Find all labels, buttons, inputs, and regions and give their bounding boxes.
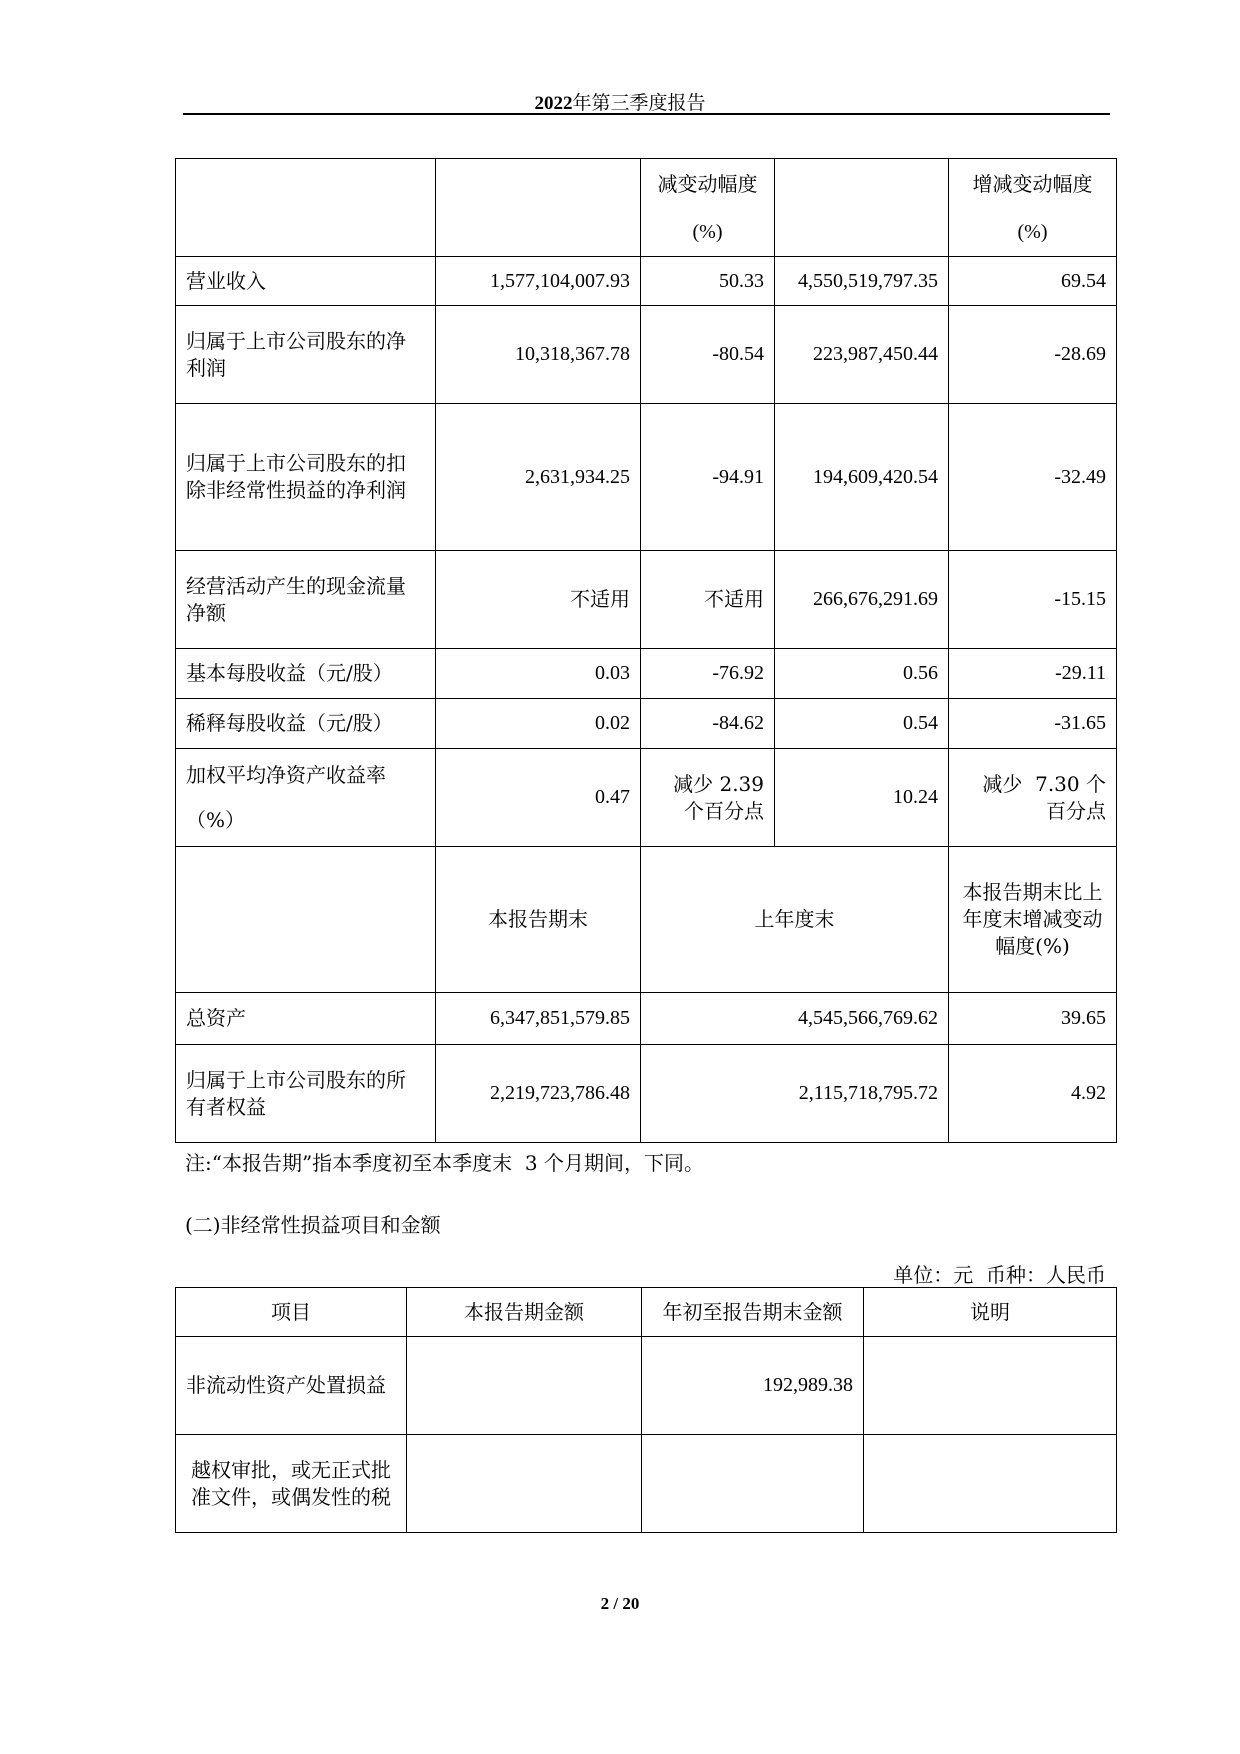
table-row	[176, 1435, 1117, 1533]
cell-current: 2,631,934.25	[436, 404, 641, 551]
cell-item: 越权审批，或无正式批准文件，或偶发性的税	[176, 1435, 407, 1533]
row-label-line1: 加权平均净资产收益率	[186, 762, 386, 787]
header-cell-current-change-unit: (%)	[692, 220, 723, 243]
row-label: 归属于上市公司股东的所有者权益	[176, 1045, 436, 1143]
cell-note	[864, 1435, 1117, 1533]
cell-current: 10,318,367.78	[436, 306, 641, 404]
key-financial-data-table	[175, 158, 1117, 1143]
header-cell-ytd: 年初至报告期末金额	[642, 1288, 864, 1337]
cell-ytd: 223,987,450.44	[775, 306, 949, 404]
header-cell-current-change	[641, 159, 775, 257]
balance-header-period-end: 本报告期末	[436, 847, 641, 993]
cell-ytd: 0.54	[775, 699, 949, 749]
balance-row	[176, 993, 1117, 1045]
cell-period-end: 6,347,851,579.85	[436, 993, 641, 1045]
cell-current-change: -76.92	[641, 649, 775, 699]
cell-current-change: -80.54	[641, 306, 775, 404]
cell-current-change-line1: 减少 2.39	[673, 771, 764, 796]
table-row	[176, 699, 1117, 749]
header-title-text: 年第三季度报告	[572, 92, 706, 114]
cell-change: 4.92	[949, 1045, 1117, 1143]
header-cell-ytd-change-unit: (%)	[1017, 220, 1048, 243]
row-label: 归属于上市公司股东的净利润	[176, 306, 436, 404]
row-label: 归属于上市公司股东的扣除非经常性损益的净利润	[176, 404, 436, 551]
table-row	[176, 306, 1117, 404]
page-number: 2 / 20	[600, 1594, 640, 1613]
cell-ytd-change: -15.15	[949, 551, 1117, 649]
header-cell-current: 本报告期金额	[407, 1288, 642, 1337]
cell-prior-year-end: 4,545,566,769.62	[641, 993, 949, 1045]
cell-current-change: 50.33	[641, 257, 775, 306]
cell-current-change-line2: 个百分点	[684, 798, 764, 823]
cell-period-end: 2,219,723,786.48	[436, 1045, 641, 1143]
balance-header-prior-year-end: 上年度末	[641, 847, 949, 993]
header-year: 2022	[534, 93, 573, 114]
cell-ytd-change	[949, 749, 1117, 847]
header-cell-ytd-change	[949, 159, 1117, 257]
cell-ytd-change-line2: 百分点	[1046, 798, 1106, 823]
table-header-row	[176, 1288, 1117, 1337]
header-rule	[183, 113, 1110, 115]
cell-current: 不适用	[436, 551, 641, 649]
row-label: 稀释每股收益（元/股）	[176, 699, 436, 749]
row-label: 基本每股收益（元/股）	[176, 649, 436, 699]
cell-current-change: -94.91	[641, 404, 775, 551]
row-label: 经营活动产生的现金流量净额	[176, 551, 436, 649]
cell-current-change	[641, 749, 775, 847]
table-row-roe	[176, 749, 1117, 847]
cell-current: 0.02	[436, 699, 641, 749]
row-label	[176, 749, 436, 847]
cell-ytd-change: -32.49	[949, 404, 1117, 551]
cell-ytd	[642, 1435, 864, 1533]
header-cell-blank-3	[775, 159, 949, 257]
table-row	[176, 551, 1117, 649]
cell-current: 0.03	[436, 649, 641, 699]
cell-prior-year-end: 2,115,718,795.72	[641, 1045, 949, 1143]
cell-ytd: 4,550,519,797.35	[775, 257, 949, 306]
header-cell-blank-1	[176, 159, 436, 257]
section-title: (二)非经常性损益项目和金额	[185, 1213, 441, 1237]
header-cell-item: 项目	[176, 1288, 407, 1337]
balance-header-blank	[176, 847, 436, 993]
cell-current	[407, 1337, 642, 1435]
cell-note	[864, 1337, 1117, 1435]
cell-current-change: -84.62	[641, 699, 775, 749]
cell-ytd-change: 69.54	[949, 257, 1117, 306]
cell-current: 0.47	[436, 749, 641, 847]
cell-ytd-change: -31.65	[949, 699, 1117, 749]
balance-header-change: 本报告期末比上年度末增减变动幅度(%)	[949, 847, 1117, 993]
cell-ytd: 266,676,291.69	[775, 551, 949, 649]
table-header-row	[176, 159, 1117, 257]
nonrecurring-items-table	[175, 1287, 1117, 1533]
cell-ytd: 192,989.38	[642, 1337, 864, 1435]
unit-currency-line: 单位：元 币种：人民币	[893, 1263, 1106, 1287]
table-row	[176, 649, 1117, 699]
cell-ytd-change-line1: 减少 7.30 个	[982, 771, 1106, 796]
table-footnote: 注:“本报告期”指本季度初至本季度末 3 个月期间，下同。	[185, 1151, 704, 1175]
table-row	[176, 1337, 1117, 1435]
cell-current: 1,577,104,007.93	[436, 257, 641, 306]
table-row	[176, 257, 1117, 306]
row-label: 营业收入	[176, 257, 436, 306]
header-cell-ytd-change-label: 增减变动幅度	[972, 171, 1093, 196]
cell-ytd: 10.24	[775, 749, 949, 847]
balance-row	[176, 1045, 1117, 1143]
cell-current	[407, 1435, 642, 1533]
cell-ytd-change: -28.69	[949, 306, 1117, 404]
row-label: 总资产	[176, 993, 436, 1045]
balance-header-row	[176, 847, 1117, 993]
header-cell-note: 说明	[864, 1288, 1117, 1337]
cell-ytd: 0.56	[775, 649, 949, 699]
cell-current-change: 不适用	[641, 551, 775, 649]
header-cell-current-change-label: 减变动幅度	[657, 171, 758, 196]
cell-change: 39.65	[949, 993, 1117, 1045]
cell-ytd: 194,609,420.54	[775, 404, 949, 551]
table-row	[176, 404, 1117, 551]
row-label-line2: （%）	[186, 807, 246, 832]
page-header-title	[0, 88, 1240, 115]
cell-item: 非流动性资产处置损益	[176, 1337, 407, 1435]
cell-ytd-change: -29.11	[949, 649, 1117, 699]
header-cell-blank-2	[436, 159, 641, 257]
